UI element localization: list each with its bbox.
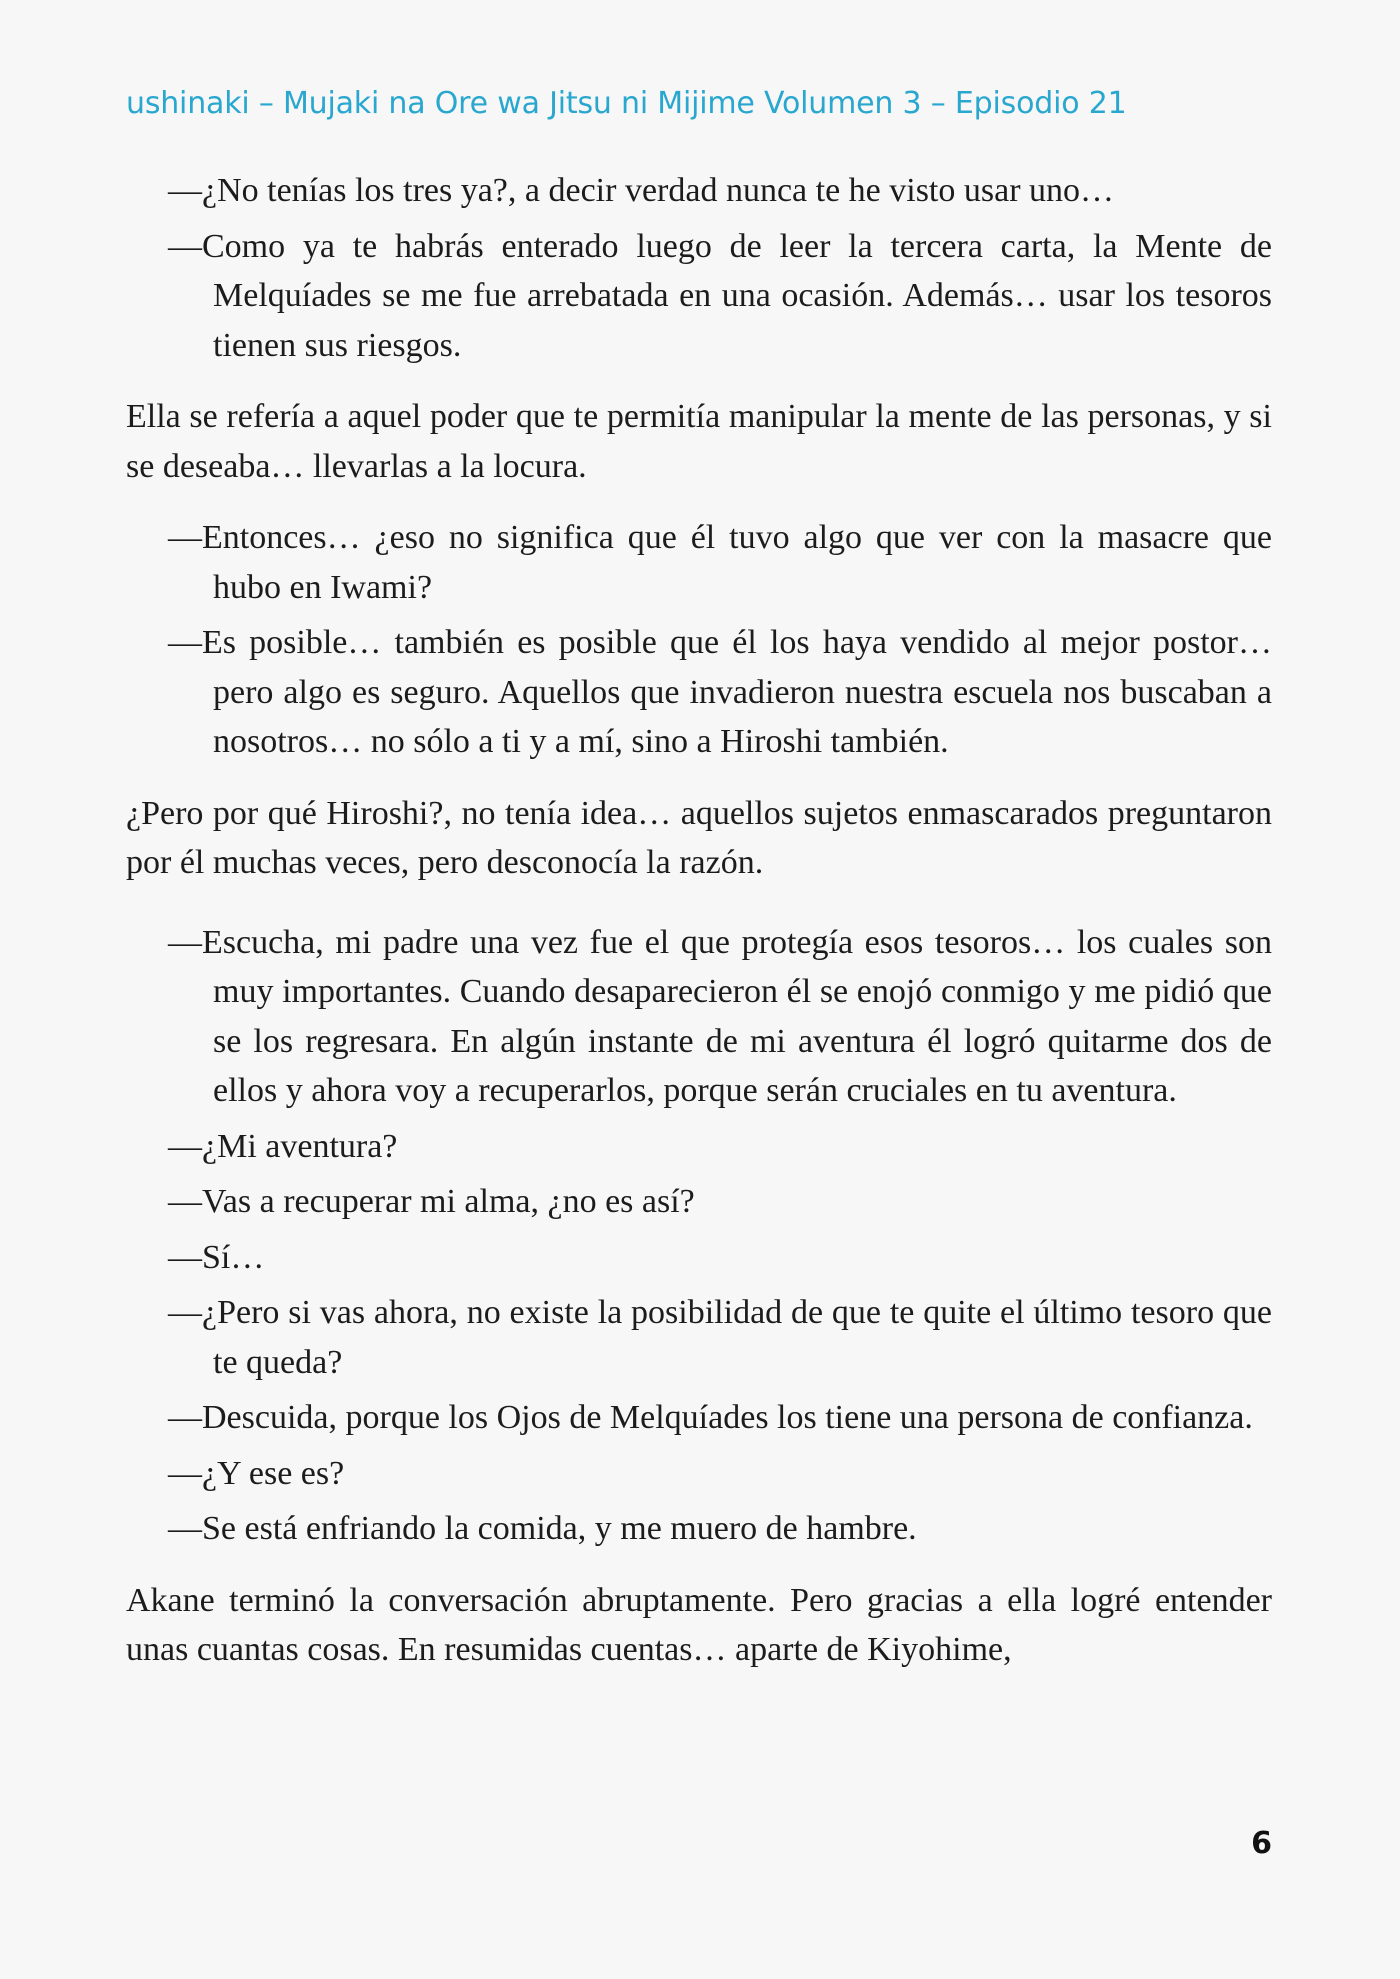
narration-paragraph: Akane terminó la conversación abruptamente. Pero gracias a ella logré entender unas cuantas cosas. En resumidas cuentas… aparte de Kiyohime,	[126, 1581, 1272, 1668]
dialogue-line: —Vas a recuperar mi alma, ¿no es así?	[168, 1183, 695, 1220]
dialogue-line: —Como ya te habrás enterado luego de leer la tercera carta, la Mente de Melquíades se me fue arrebatada en una ocasión. Además… usar los tesoros tienen sus riesgos.	[168, 227, 1272, 364]
narration-paragraph: ¿Pero por qué Hiroshi?, no tenía idea… aquellos sujetos enmascarados preguntaron por él muchas veces, pero desconocía la razón.	[126, 794, 1272, 881]
page-number: 6	[1251, 1826, 1272, 1861]
narration-paragraph: Ella se refería a aquel poder que te permitía manipular la mente de las personas, y si se deseaba… llevarlas a la locura.	[126, 398, 1272, 485]
dialogue-line: —Se está enfriando la comida, y me muero de hambre.	[168, 1510, 917, 1547]
dialogue-line: —Es posible… también es posible que él los haya vendido al mejor postor… pero algo es seguro. Aquellos que invadieron nuestra escuela nos buscaban a nosotros… no sólo a ti y a mí, sino a Hiroshi también.	[168, 624, 1272, 760]
dialogue-line: —Sí…	[168, 1238, 265, 1276]
dialogue-line: —Descuida, porque los Ojos de Melquíades los tiene una persona de confianza.	[168, 1399, 1253, 1436]
body-text	[126, 166, 1272, 1699]
running-header: ushinaki – Mujaki na Ore wa Jitsu ni Mijime Volumen 3 – Episodio 21	[126, 86, 1127, 121]
dialogue-line: —¿Pero si vas ahora, no existe la posibilidad de que te quite el último tesoro que te queda?	[168, 1294, 1272, 1381]
dialogue-line: —¿Y ese es?	[168, 1454, 345, 1492]
dialogue-line: —¿No tenías los tres ya?, a decir verdad nunca te he visto usar uno…	[168, 172, 1115, 209]
dialogue-line: —¿Mi aventura?	[168, 1127, 398, 1165]
dialogue-line: —Escucha, mi padre una vez fue el que protegía esos tesoros… los cuales son muy importantes. Cuando desaparecieron él se enojó conmigo y me pidió que se los regresara. En algún instante de mi aventura él logró quitarme dos de ellos y ahora voy a recuperarlos, porque serán cruciales en tu aventura.	[168, 923, 1272, 1109]
dialogue-line: —Entonces… ¿eso no significa que él tuvo algo que ver con la masacre que hubo en Iwami?	[168, 519, 1272, 606]
